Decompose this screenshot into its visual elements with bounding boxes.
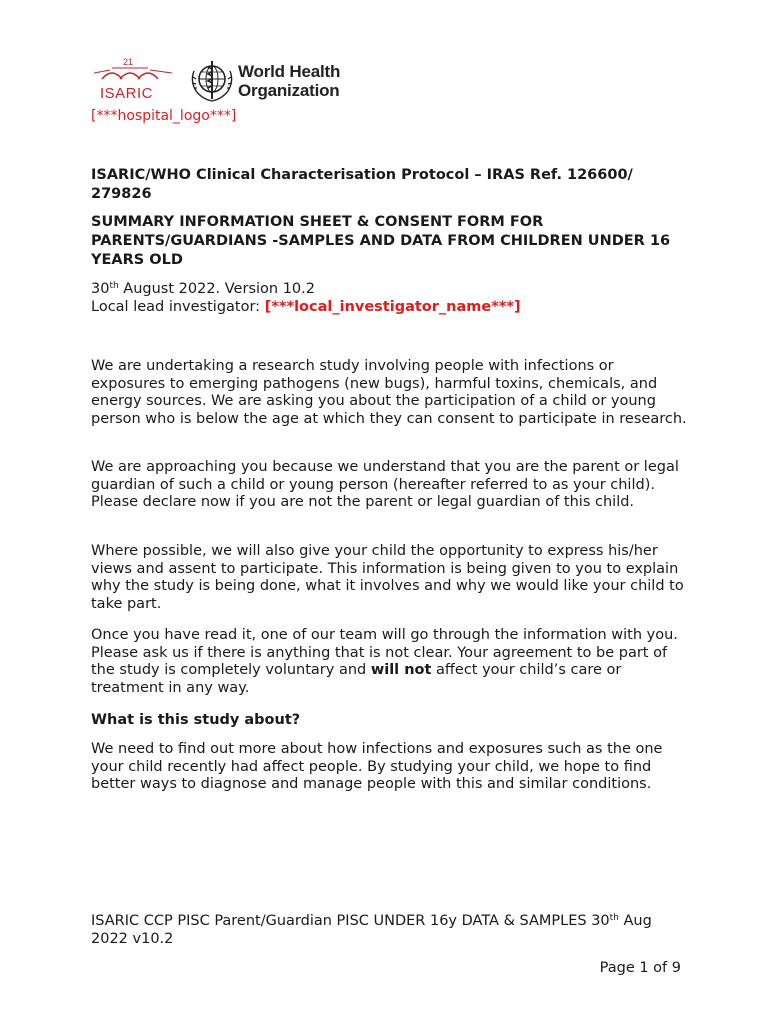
who-line-1: World Health	[238, 62, 341, 81]
header-logos	[92, 55, 352, 115]
isaric-mark: 21	[123, 57, 134, 67]
paragraph-approach: We are approaching you because we understand that you are the parent or legal guardian of such a child or young person (hereafter referred to as your child). Please declare now if you are not the parent or legal guardian of this child.	[91, 459, 679, 511]
paragraph-assent: Where possible, we will also give your child the opportunity to express his/her views and assent to participate. This information is being given to you to explain why the study is being done, what it involves and why we would like your child to take part.	[91, 543, 684, 612]
protocol-title: ISARIC/WHO Clinical Characterisation Protocol – IRAS Ref. 126600/ 279826	[91, 167, 633, 202]
paragraph-voluntary	[91, 627, 691, 697]
voluntary-text-2: affect your child’s care or treatment in any way.	[91, 662, 622, 696]
page-number: Page 1 of 9	[599, 960, 681, 976]
date-suffix: th	[109, 281, 119, 291]
footer-text-2: Aug 2022 v10.2	[91, 913, 652, 947]
isaric-arches-icon	[92, 55, 182, 87]
paragraph-intro: We are undertaking a research study involving people with infections or exposures to emerging pathogens (new bugs), harmful toxins, chemicals, and energy sources. We are asking you about the participation of a child or young person who is below the age at which they can consent to participate in research.	[91, 358, 687, 427]
section-heading-study-about: What is this study about?	[91, 712, 301, 728]
who-logo	[188, 57, 348, 107]
version-date	[91, 280, 315, 298]
paragraph-study-about: We need to find out more about how infections and exposures such as the one your child recently had affect people. By studying your child, we hope to find better ways to diagnose and manage people with this and similar conditions.	[91, 741, 663, 793]
who-emblem-icon	[188, 57, 236, 105]
who-wordmark	[238, 62, 340, 100]
date-day: 30	[91, 281, 110, 297]
date-rest: August 2022. Version 10.2	[118, 281, 315, 297]
page-footer	[91, 912, 691, 948]
who-line-2: Organization	[238, 81, 340, 100]
footer-text-1: ISARIC CCP PISC Parent/Guardian PISC UNDER 16y DATA & SAMPLES 30	[91, 913, 610, 929]
voluntary-text-1: Once you have read it, one of our team will go through the information with you. Please ask us if there is anything that is not clear. Your agreement to be part of the study is completely voluntary and	[91, 627, 678, 679]
investigator-placeholder: [***local_investigator_name***]	[264, 299, 521, 315]
footer-suffix: th	[609, 913, 619, 923]
voluntary-emphasis: will not	[370, 662, 432, 679]
isaric-wordmark: ISARIC	[100, 85, 154, 102]
local-investigator	[91, 298, 521, 316]
hospital-logo-placeholder: [***hospital_logo***]	[91, 108, 237, 124]
document-subtitle: SUMMARY INFORMATION SHEET & CONSENT FORM FOR PARENTS/GUARDIANS -SAMPLES AND DATA FROM CHILDREN UNDER 16 YEARS OLD	[91, 214, 671, 268]
investigator-label: Local lead investigator:	[91, 299, 265, 315]
isaric-logo	[92, 55, 182, 105]
